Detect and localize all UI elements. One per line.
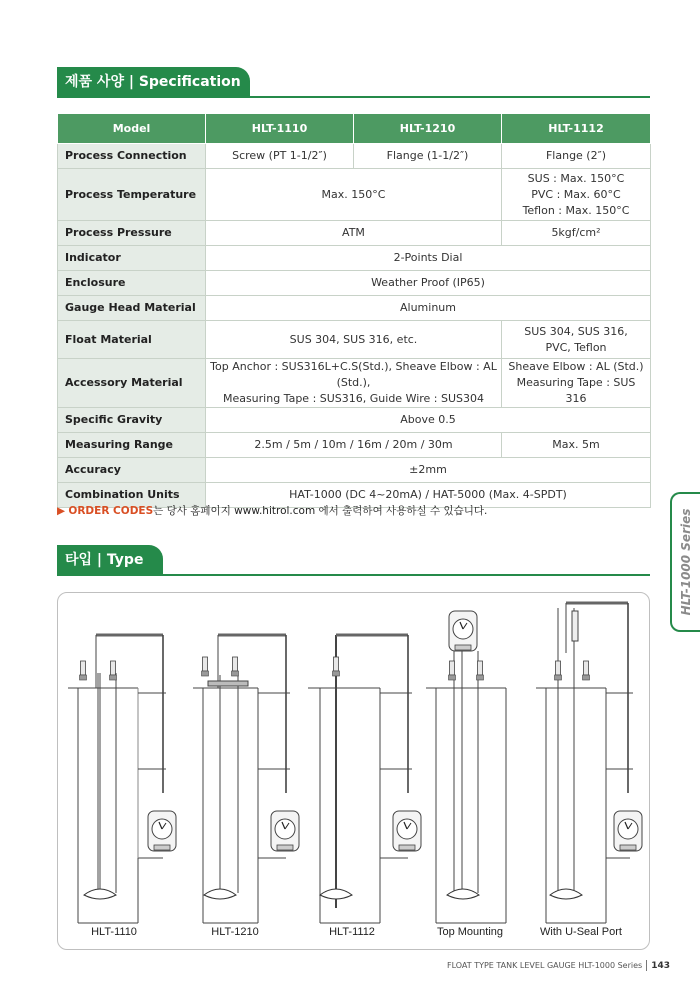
header-hlt-1210: HLT-1210	[354, 114, 502, 144]
cell-value-multiline	[502, 359, 651, 408]
table-header-row	[58, 114, 651, 144]
page-footer	[447, 960, 670, 971]
table-row	[58, 221, 651, 246]
cell-value: HAT-1000 (DC 4~20mA) / HAT-5000 (Max. 4-SPDT)	[206, 483, 651, 508]
row-label: Measuring Range	[58, 433, 206, 458]
row-label: Enclosure	[58, 271, 206, 296]
cell-value: ATM	[206, 221, 502, 246]
cell-value: 2-Points Dial	[206, 246, 651, 271]
section-divider	[57, 96, 650, 98]
table-row	[58, 458, 651, 483]
cell-line: Measuring Tape : SUS 316	[516, 376, 636, 405]
table-row	[58, 246, 651, 271]
caption-hlt-1210: HLT-1210	[211, 926, 259, 938]
table-row	[58, 359, 651, 408]
cell-line: SUS 304, SUS 316,	[524, 324, 628, 338]
caption-top-mounting: Top Mounting	[436, 926, 504, 938]
table-row	[58, 408, 651, 433]
footer-text: FLOAT TYPE TANK LEVEL GAUGE HLT-1000 Series	[447, 961, 643, 970]
cell-value: Weather Proof (IP65)	[206, 271, 651, 296]
section-divider	[57, 574, 650, 576]
cell-line: PVC : Max. 60°C	[531, 187, 621, 201]
header-hlt-1112: HLT-1112	[502, 114, 651, 144]
cell-value-multiline	[502, 169, 651, 221]
series-side-tab	[670, 492, 700, 632]
cell-value-multiline	[206, 359, 502, 408]
cell-value: Flange (2″)	[502, 144, 651, 169]
table-row	[58, 433, 651, 458]
row-label: Process Temperature	[58, 169, 206, 221]
cell-value: SUS 304, SUS 316, etc.	[206, 321, 502, 359]
row-label: Process Pressure	[58, 221, 206, 246]
cell-value: Screw (PT 1-1/2″)	[206, 144, 354, 169]
cell-value: Aluminum	[206, 296, 651, 321]
order-codes-label: ORDER CODES	[68, 505, 154, 517]
page-number: 143	[651, 961, 670, 971]
table-row	[58, 321, 651, 359]
row-label: Float Material	[58, 321, 206, 359]
diagram-u-seal-port	[536, 603, 642, 923]
diagram-hlt-1210	[193, 635, 299, 923]
header-model: Model	[58, 114, 206, 144]
specification-table	[57, 113, 651, 508]
header-hlt-1110: HLT-1110	[206, 114, 354, 144]
cell-line: Teflon : Max. 150°C	[522, 203, 630, 217]
cell-line: Measuring Tape : SUS316, Guide Wire : SUS304	[222, 392, 485, 405]
row-label: Gauge Head Material	[58, 296, 206, 321]
cell-line: Sheave Elbow : AL (Std.)	[508, 360, 644, 373]
table-row	[58, 271, 651, 296]
cell-value: Max. 150°C	[206, 169, 502, 221]
caption-hlt-1110: HLT-1110	[91, 926, 137, 938]
cell-value-multiline	[502, 321, 651, 359]
diagram-hlt-1110	[68, 635, 176, 923]
cell-value: Above 0.5	[206, 408, 651, 433]
table-row	[58, 144, 651, 169]
type-diagrams-panel	[57, 592, 650, 950]
section-title-type: 타입 | Type	[57, 545, 163, 575]
cell-value: 2.5m / 5m / 10m / 16m / 20m / 30m	[206, 433, 502, 458]
table-row	[58, 169, 651, 221]
cell-line: Top Anchor : SUS316L+C.S(Std.), Sheave Elbow : AL (Std.),	[210, 360, 497, 389]
series-side-tab-label: HLT-1000 Series	[679, 508, 693, 616]
cell-line: SUS : Max. 150°C	[527, 171, 625, 185]
row-label: Combination Units	[58, 483, 206, 508]
cell-line: PVC, Teflon	[545, 340, 607, 354]
caption-hlt-1112: HLT-1112	[329, 926, 375, 938]
cell-value: Max. 5m	[502, 433, 651, 458]
row-label: Indicator	[58, 246, 206, 271]
footer-divider	[646, 960, 647, 971]
arrow-right-icon: ▶	[57, 505, 66, 517]
section-title-specification: 제품 사양 | Specification	[57, 67, 250, 97]
type-diagrams-drawing	[58, 593, 651, 951]
diagram-hlt-1112	[308, 635, 421, 923]
table-row	[58, 296, 651, 321]
row-label: Accessory Material	[58, 359, 206, 408]
caption-u-seal-port: With U-Seal Port	[540, 926, 622, 938]
row-label: Specific Gravity	[58, 408, 206, 433]
row-label: Process Connection	[58, 144, 206, 169]
cell-value: Flange (1-1/2″)	[354, 144, 502, 169]
row-label: Accuracy	[58, 458, 206, 483]
order-codes-text: 는 당사 홈페이지 www.hitrol.com 에서 출력하여 사용하실 수 있습니다.	[153, 505, 488, 517]
cell-value: 5kgf/cm²	[502, 221, 651, 246]
cell-value: ±2mm	[206, 458, 651, 483]
diagram-top-mounting	[426, 611, 506, 923]
order-codes-note	[57, 503, 487, 518]
